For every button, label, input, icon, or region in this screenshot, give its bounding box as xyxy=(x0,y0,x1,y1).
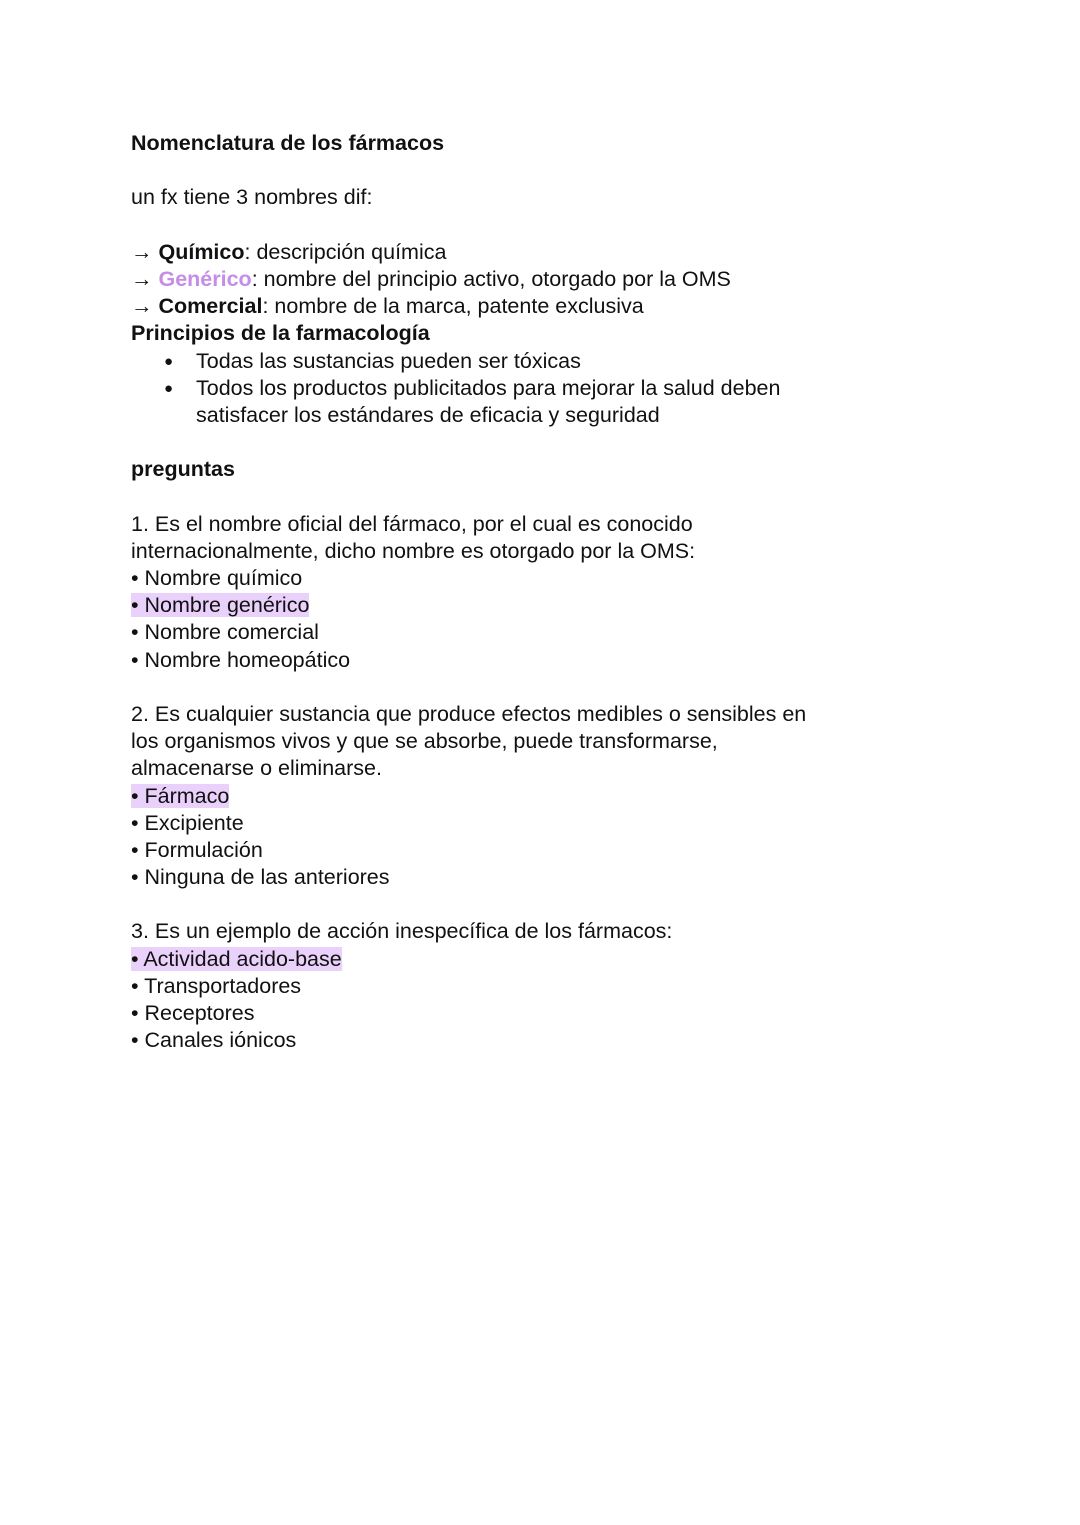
intro-text: un fx tiene 3 nombres dif: xyxy=(131,185,373,210)
answer-option: • Nombre comercial xyxy=(131,620,319,645)
answer-option: • Formulación xyxy=(131,837,263,862)
question-text: los organismos vivos y que se absorbe, puede transformarse, xyxy=(131,729,718,754)
arrow-icon: → xyxy=(131,294,153,319)
term-description: : nombre de la marca, patente exclusiva xyxy=(262,294,644,319)
answer-option: • Canales iónicos xyxy=(131,1028,297,1053)
answer-option: • Nombre químico xyxy=(131,566,303,590)
option-row xyxy=(131,1000,931,1027)
term: Genérico xyxy=(158,266,252,291)
principle-text: Todas las sustancias pueden ser tóxicas xyxy=(196,348,581,373)
document xyxy=(131,130,931,1054)
term-description: : descripción química xyxy=(244,239,447,264)
question-text: almacenarse o eliminarse. xyxy=(131,756,382,781)
term-description: : nombre del principio activo, otorgado por la OMS xyxy=(251,266,731,291)
principle-text: Todos los productos publicitados para mejorar la salud deben xyxy=(196,375,781,400)
principle-text: satisfacer los estándares de eficacia y seguridad xyxy=(196,402,660,427)
answer-option-correct: • Nombre genérico xyxy=(131,593,310,618)
section-title: Nomenclatura de los fármacos xyxy=(131,131,445,155)
option-row xyxy=(131,837,931,864)
principle-item xyxy=(131,348,931,375)
name-item-comercial xyxy=(131,293,931,320)
answer-option-correct: • Actividad acido-base xyxy=(131,946,342,971)
option-row xyxy=(131,946,931,973)
option-row xyxy=(131,592,931,619)
term: Comercial xyxy=(158,294,263,319)
bullet-icon: ● xyxy=(164,352,174,370)
option-row xyxy=(131,810,931,837)
option-row xyxy=(131,864,931,891)
question-text: 3. Es un ejemplo de acción inespecífica de los fármacos: xyxy=(131,919,673,944)
principle-item-continuation xyxy=(131,402,931,429)
question-text: internacionalmente, dicho nombre es otorgado por la OMS: xyxy=(131,538,696,563)
answer-option: • Receptores xyxy=(131,1001,255,1025)
option-row xyxy=(131,647,931,674)
term: Químico xyxy=(158,239,245,264)
arrow-icon: → xyxy=(131,266,153,291)
answer-option-correct: • Fármaco xyxy=(131,783,230,808)
option-row xyxy=(131,1027,931,1054)
questions-list xyxy=(131,483,931,1054)
answer-option: • Transportadores xyxy=(131,973,302,998)
option-row xyxy=(131,973,931,1000)
answer-option: • Ninguna de las anteriores xyxy=(131,865,390,890)
option-row xyxy=(131,619,931,646)
bullet-icon: ● xyxy=(164,379,174,397)
answer-option: • Nombre homeopático xyxy=(131,647,351,672)
name-item-quimico xyxy=(131,239,931,266)
arrow-icon: → xyxy=(131,239,153,264)
name-item-generico xyxy=(131,266,931,293)
question-text: 1. Es el nombre oficial del fármaco, por el cual es conocido xyxy=(131,511,693,536)
principle-item xyxy=(131,375,931,402)
principles-heading: Principios de la farmacología xyxy=(131,321,430,346)
option-row xyxy=(131,783,931,810)
questions-heading: preguntas xyxy=(131,457,235,482)
question-text: 2. Es cualquier sustancia que produce efectos medibles o sensibles en xyxy=(131,701,807,726)
option-row xyxy=(131,565,931,592)
answer-option: • Excipiente xyxy=(131,810,244,835)
